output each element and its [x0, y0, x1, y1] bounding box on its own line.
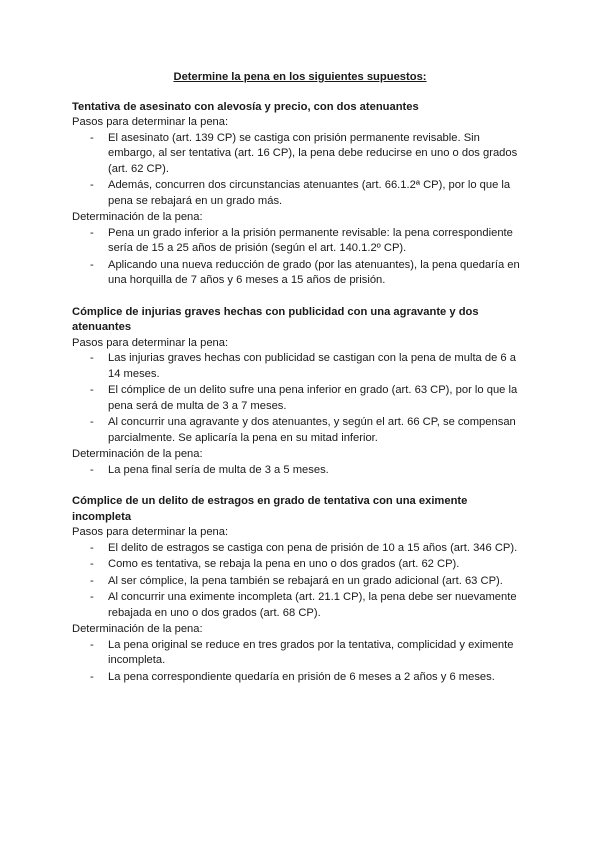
determination-list [72, 226, 528, 289]
document-page [72, 70, 528, 701]
determination-label: Determinación de la pena: [72, 448, 203, 460]
steps-list [72, 541, 528, 622]
determination-list [72, 463, 528, 479]
determination-label: Determinación de la pena: [72, 623, 203, 635]
list-item: - El asesinato (art. 139 CP) se castiga con prisión permanente revisable. Sin embargo, al ser tentativa (art. 16 CP), la pena debe reducirse en uno o dos grados (art. 62 CP). [108, 131, 528, 178]
list-item: - La pena original se reduce en tres grados por la tentativa, complicidad y eximente incompleta. [108, 638, 528, 669]
determination-list [72, 638, 528, 686]
list-item: - El delito de estragos se castiga con pena de prisión de 10 a 15 años (art. 346 CP). [108, 541, 528, 557]
determination-label: Determinación de la pena: [72, 211, 203, 223]
section-complice-estragos [72, 494, 528, 685]
section-tentativa-asesinato [72, 100, 528, 289]
section-heading: Cómplice de un delito de estragos en grado de tentativa con una eximente incompleta [72, 495, 468, 523]
list-item: - Como es tentativa, se rebaja la pena en uno o dos grados (art. 62 CP). [108, 557, 528, 573]
list-item: - Además, concurren dos circunstancias atenuantes (art. 66.1.2ª CP), por lo que la pena se rebajará en un grado más. [108, 178, 528, 209]
section-heading: Cómplice de injurias graves hechas con publicidad con una agravante y dos atenuantes [72, 305, 479, 333]
list-item: - Al concurrir una agravante y dos atenuantes, y según el art. 66 CP, se compensan parcialmente. Se aplicaría la pena en su mitad inferior. [108, 415, 528, 446]
list-item: - Las injurias graves hechas con publicidad se castigan con la pena de multa de 6 a 14 meses. [108, 351, 528, 382]
steps-label: Pasos para determinar la pena: [72, 336, 229, 349]
list-item: - Al ser cómplice, la pena también se rebajará en un grado adicional (art. 63 CP). [108, 574, 528, 590]
list-item: - Pena un grado inferior a la prisión permanente revisable: la pena correspondiente sería de 15 a 25 años de prisión (según el art. 140.1.2º CP). [108, 226, 528, 257]
list-item: - Aplicando una nueva reducción de grado (por las atenuantes), la pena quedaría en una horquilla de 7 años y 6 meses a 15 años de prisión. [108, 258, 528, 289]
steps-list [72, 131, 528, 210]
section-complice-injurias [72, 305, 528, 479]
document-title: Determine la pena en los siguientes supuestos: [173, 71, 427, 83]
section-heading: Tentativa de asesinato con alevosía y precio, con dos atenuantes [72, 100, 419, 113]
list-item: - La pena correspondiente quedaría en prisión de 6 meses a 2 años y 6 meses. [108, 670, 528, 686]
steps-label: Pasos para determinar la pena: [72, 116, 229, 128]
steps-label: Pasos para determinar la pena: [72, 526, 229, 538]
steps-list [72, 351, 528, 446]
list-item: - Al concurrir una eximente incompleta (art. 21.1 CP), la pena debe ser nuevamente rebajada en uno o dos grados (art. 68 CP). [108, 590, 528, 621]
list-item: - El cómplice de un delito sufre una pena inferior en grado (art. 63 CP), por lo que la pena será de multa de 3 a 7 meses. [108, 383, 528, 414]
list-item: - La pena final sería de multa de 3 a 5 meses. [108, 463, 528, 479]
